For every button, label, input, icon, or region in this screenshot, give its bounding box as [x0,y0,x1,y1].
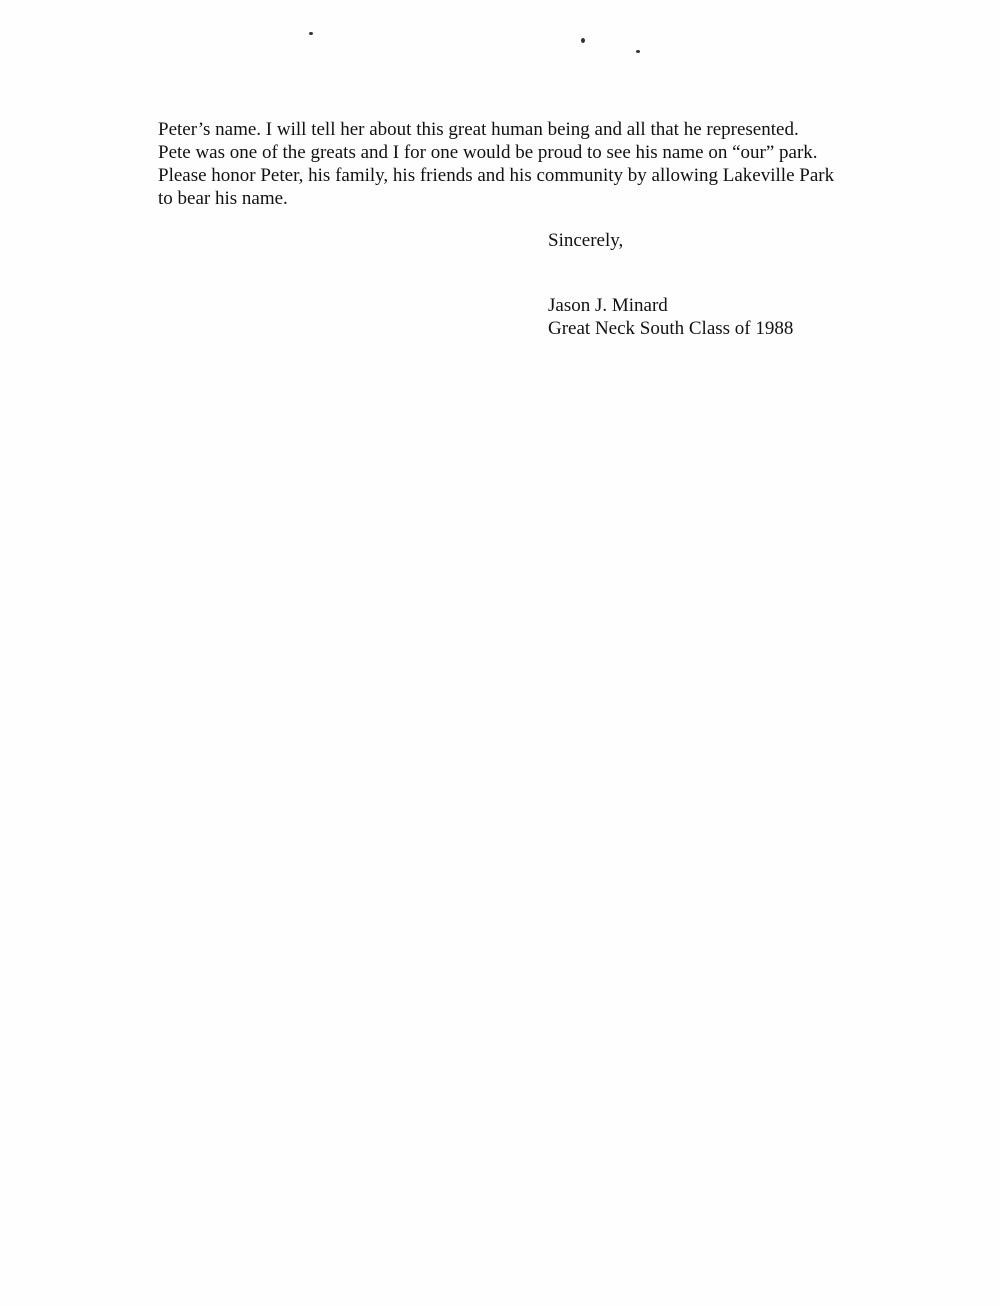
signature-block [548,294,793,340]
body-line: Pete was one of the greats and I for one would be proud to see his name on “our” park. [158,142,818,163]
scan-speck [581,38,585,43]
scan-speck [636,50,640,53]
signer-name: Jason J. Minard [548,295,668,316]
scan-speck [309,32,313,35]
body-line: Please honor Peter, his family, his friends and his community by allowing Lakeville Park [158,165,835,186]
letter-body [158,118,858,210]
body-line: Peter’s name. I will tell her about this great human being and all that he represented. [158,119,799,140]
body-line: to bear his name. [158,188,288,209]
letter-closing: Sincerely, [548,230,624,251]
signer-affiliation: Great Neck South Class of 1988 [548,318,794,339]
